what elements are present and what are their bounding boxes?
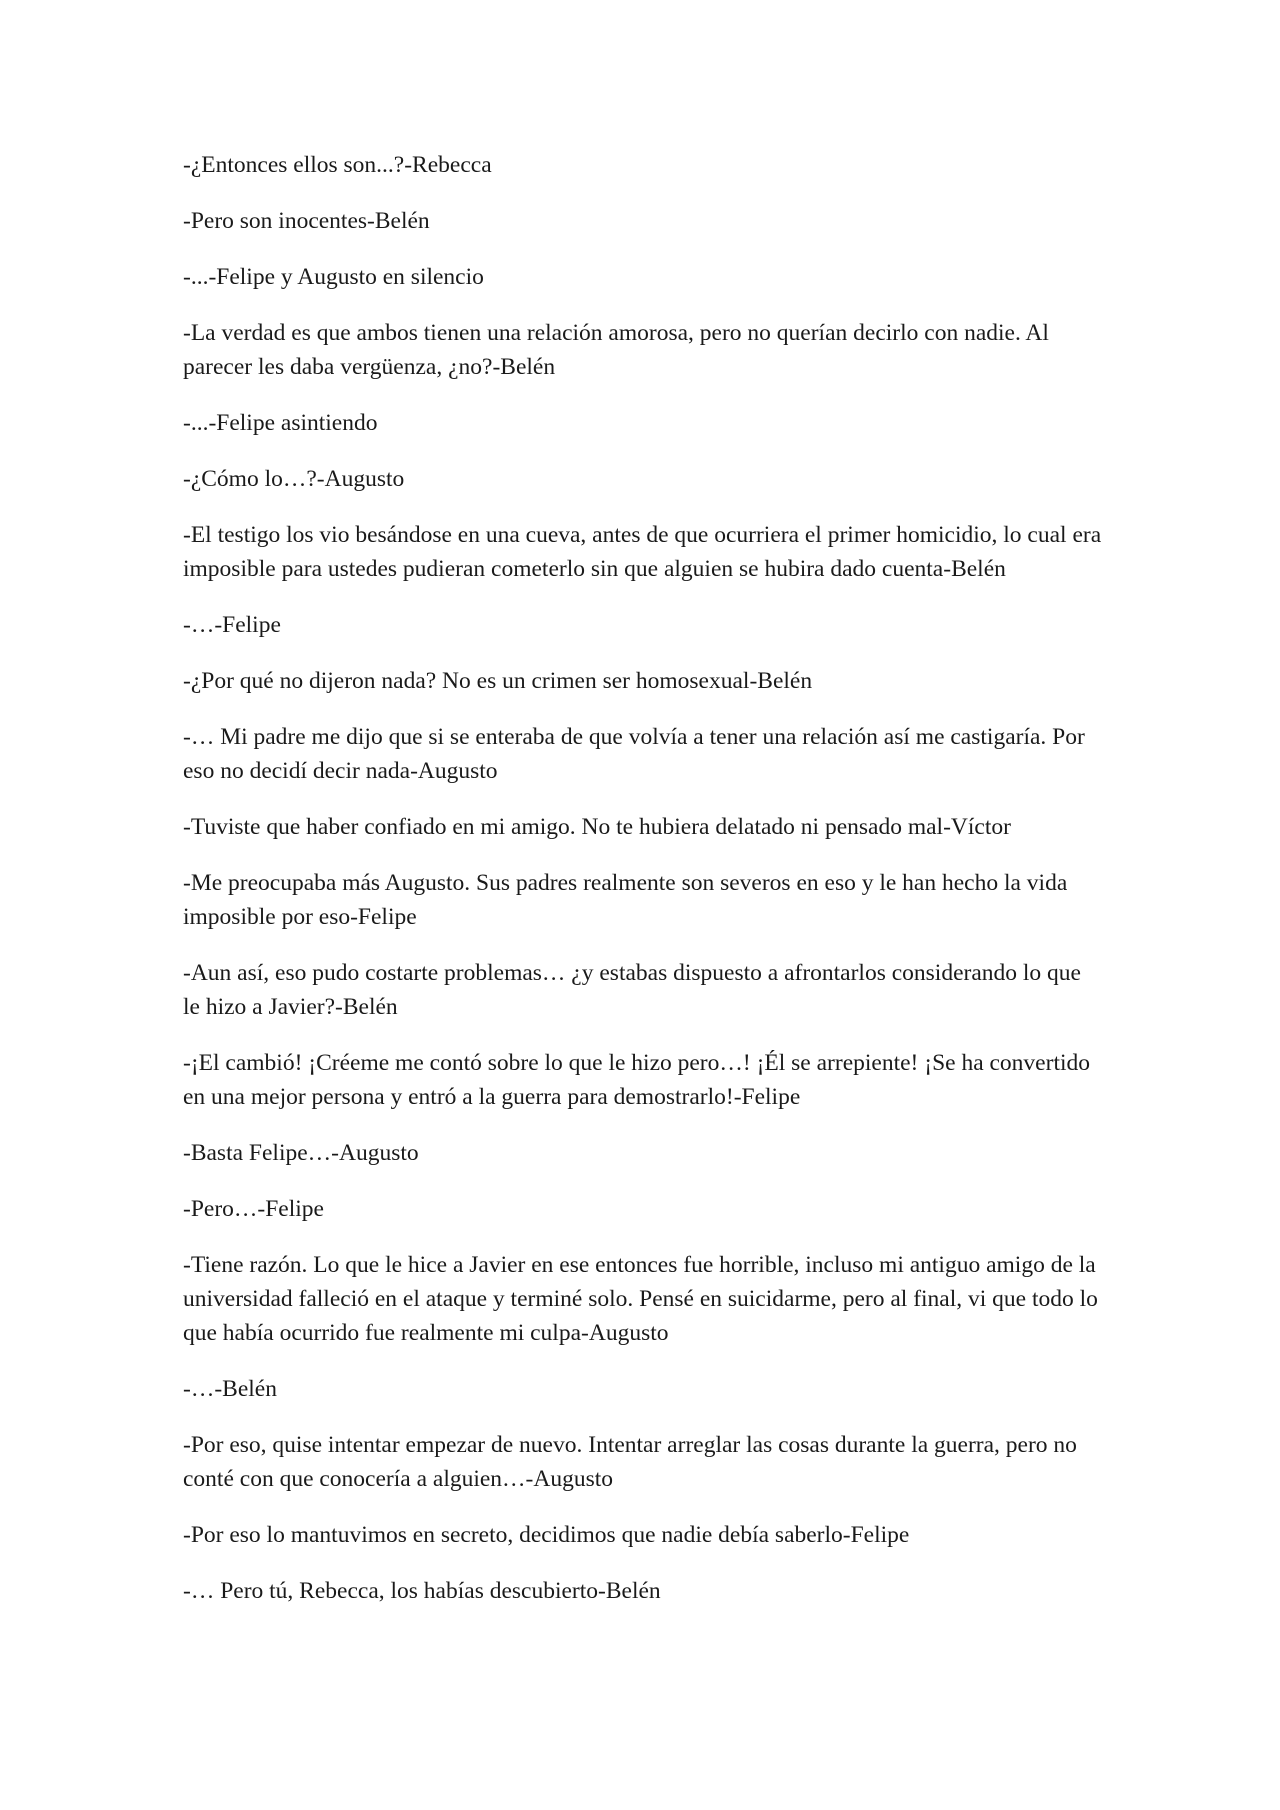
dialogue-paragraph: -¿Entonces ellos son...?-Rebecca [183,152,492,178]
dialogue-paragraph: -Tuviste que haber confiado en mi amigo. No te hubiera delatado ni pensado mal-Víctor [183,814,1011,840]
dialogue-paragraph: -Tiene razón. Lo que le hice a Javier en ese entonces fue horrible, incluso mi antiguo amigo de la universidad falleció en el ataque y terminé solo. Pensé en suicidarme, pero al final, vi que todo lo que había ocurrido fue realmente mi culpa-Augusto [183,1252,1098,1346]
dialogue-paragraph: -...-Felipe y Augusto en silencio [183,264,484,290]
dialogue-paragraph: -¿Cómo lo…?-Augusto [183,466,405,492]
dialogue-paragraph: -… Mi padre me dijo que si se enteraba de que volvía a tener una relación así me castigaría. Por eso no decidí decir nada-Augusto [183,724,1085,784]
dialogue-paragraph: -El testigo los vio besándose en una cueva, antes de que ocurriera el primer homicidio, lo cual era imposible para ustedes pudieran cometerlo sin que alguien se hubira dado cuenta-Belén [183,522,1102,582]
dialogue-paragraph: -Pero…-Felipe [183,1196,324,1222]
dialogue-paragraph: -¿Por qué no dijeron nada? No es un crimen ser homosexual-Belén [183,668,813,694]
dialogue-paragraph: -...-Felipe asintiendo [183,410,378,436]
dialogue-paragraph: -…-Belén [183,1376,277,1402]
dialogue-paragraph: -Me preocupaba más Augusto. Sus padres realmente son severos en eso y le han hecho la vida imposible por eso-Felipe [183,870,1068,930]
dialogue-paragraph: -…-Felipe [183,612,281,638]
dialogue-paragraph: -¡El cambió! ¡Créeme me contó sobre lo que le hizo pero…! ¡Él se arrepiente! ¡Se ha convertido en una mejor persona y entró a la guerra para demostrarlo!-Felipe [183,1050,1090,1110]
dialogue-paragraph: -Pero son inocentes-Belén [183,208,430,234]
dialogue-paragraph: -Por eso lo mantuvimos en secreto, decidimos que nadie debía saberlo-Felipe [183,1522,910,1548]
dialogue-paragraph: -Por eso, quise intentar empezar de nuevo. Intentar arreglar las cosas durante la guerra, pero no conté con que conocería a alguien…-Augusto [183,1432,1077,1492]
dialogue-paragraph: -Basta Felipe…-Augusto [183,1140,419,1166]
dialogue-paragraph: -… Pero tú, Rebecca, los habías descubierto-Belén [183,1578,661,1604]
dialogue-paragraph: -La verdad es que ambos tienen una relación amorosa, pero no querían decirlo con nadie. Al parecer les daba vergüenza, ¿no?-Belén [183,320,1049,380]
document-body [183,148,1103,1630]
dialogue-paragraph: -Aun así, eso pudo costarte problemas… ¿y estabas dispuesto a afrontarlos considerando lo que le hizo a Javier?-Belén [183,960,1081,1020]
